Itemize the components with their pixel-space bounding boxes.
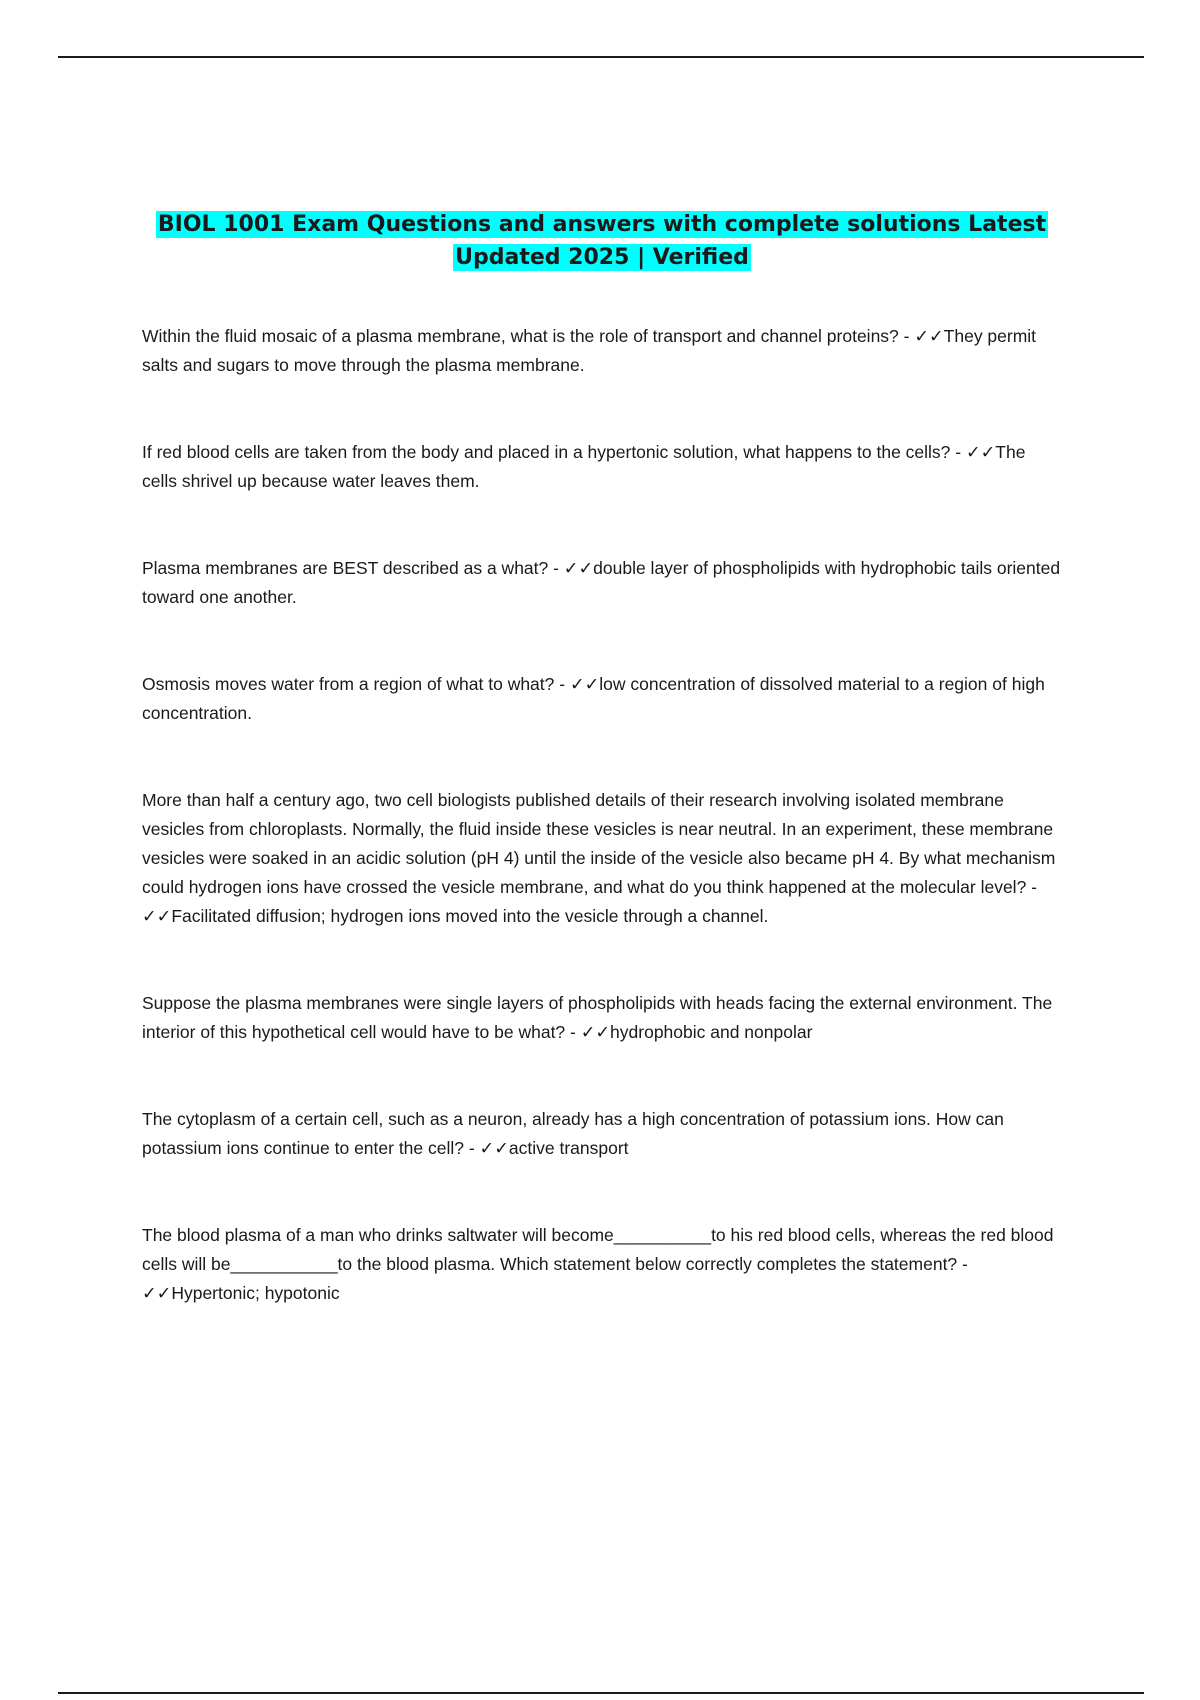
qa-item: The cytoplasm of a certain cell, such as a neuron, already has a high concentration of potassium ions. How can potassium ions continue to enter the cell? - ✓✓active transport (142, 1109, 1004, 1158)
header-rule (58, 56, 1144, 58)
qa-item: Plasma membranes are BEST described as a what? - ✓✓double layer of phospholipids with hydrophobic tails oriented toward one another. (142, 558, 1061, 607)
qa-item: The blood plasma of a man who drinks saltwater will become__________to his red blood cells, whereas the red blood cells will be___________to the blood plasma. Which statement below correctly completes the statement? - ✓✓Hypertonic; hypotonic (142, 1225, 1054, 1303)
document-body (142, 208, 1062, 1366)
qa-item: Within the fluid mosaic of a plasma membrane, what is the role of transport and channel proteins? - ✓✓They permit salts and sugars to move through the plasma membrane. (142, 326, 1037, 375)
footer-rule (58, 1692, 1144, 1694)
qa-item: More than half a century ago, two cell biologists published details of their research involving isolated membrane vesicles from chloroplasts. Normally, the fluid inside these vesicles is near neutral. In an experiment, these membrane vesicles were soaked in an acidic solution (pH 4) until the inside of the vesicle also became pH 4. By what mechanism could hydrogen ions have crossed the vesicle membrane, and what do you think happened at the molecular level? - ✓✓Facilitated diffusion; hydrogen ions moved into the vesicle through a channel. (142, 790, 1056, 926)
title-highlight: BIOL 1001 Exam Questions and answers with complete solutions Latest Updated 2025 | Verified (157, 212, 1047, 270)
qa-item: Suppose the plasma membranes were single layers of phospholipids with heads facing the external environment. The interior of this hypothetical cell would have to be what? - ✓✓hydrophobic and nonpolar (142, 993, 1053, 1042)
qa-item: If red blood cells are taken from the body and placed in a hypertonic solution, what happens to the cells? - ✓✓The cells shrivel up because water leaves them. (142, 442, 1026, 491)
qa-item: Osmosis moves water from a region of what to what? - ✓✓low concentration of dissolved material to a region of high concentration. (142, 674, 1045, 723)
document-title (142, 208, 1062, 274)
